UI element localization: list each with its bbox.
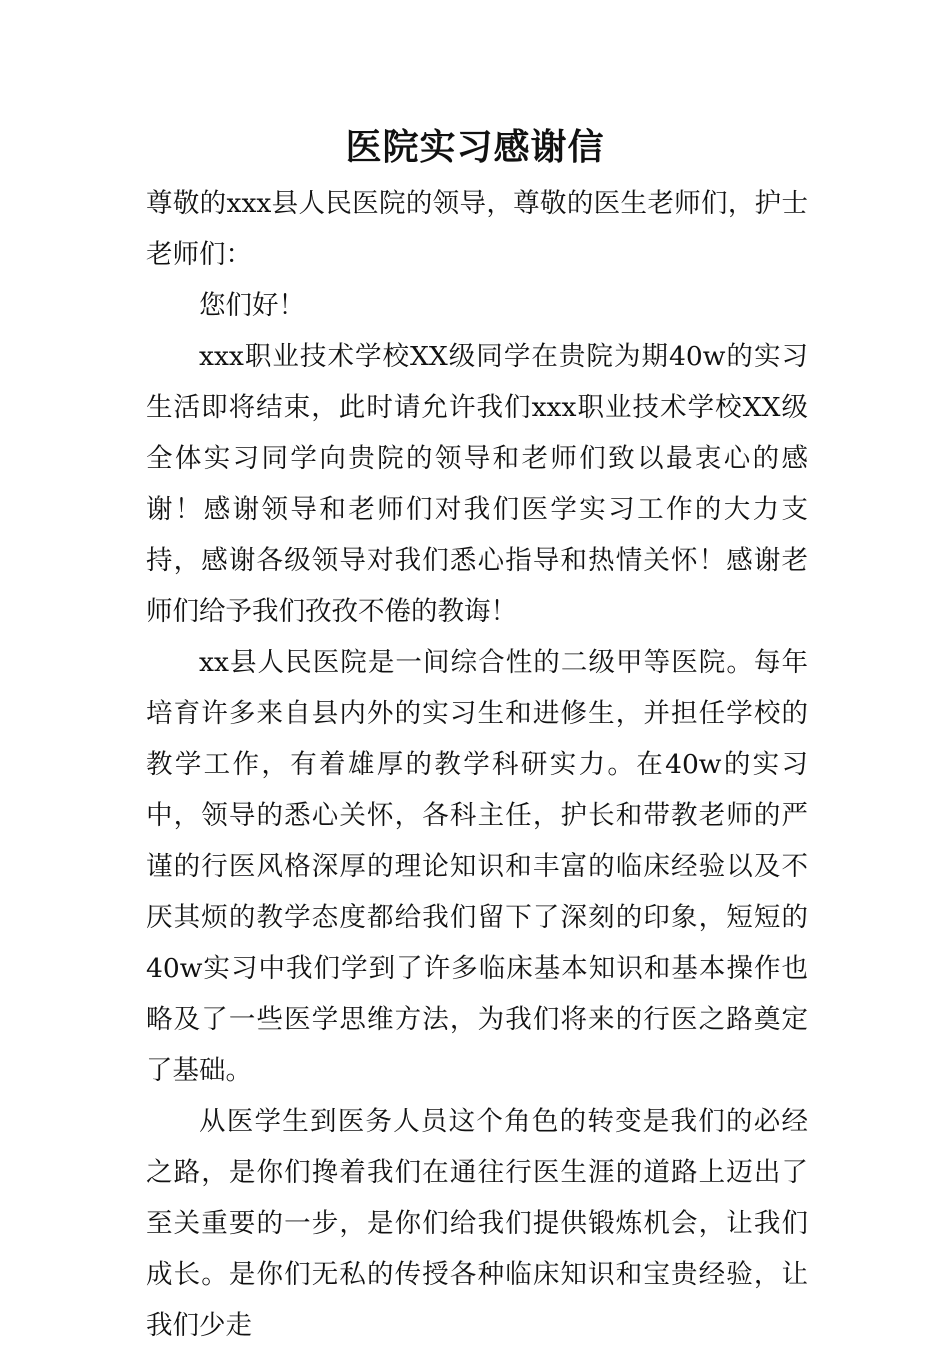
letter-body — [146, 178, 808, 1351]
body-paragraph-2: xx县人民医院是一间综合性的二级甲等医院。每年培育许多来自县内外的实习生和进修生，并担任学校的教学工作，有着雄厚的教学科研实力。在40w的实习中，领导的悉心关怀，各科主任，护长和带教老师的严谨的行医风格深厚的理论知识和丰富的临床经验以及不厌其烦的教学态度都给我们留下了深刻的印象，短短的40w实习中我们学到了许多临床基本知识和基本操作也略及了一些医学思维方法，为我们将来的行医之路奠定了基础。 — [146, 647, 808, 1086]
body-paragraph-3: 从医学生到医务人员这个角色的转变是我们的必经之路，是你们搀着我们在通往行医生涯的道路上迈出了至关重要的一步，是你们给我们提供锻炼机会，让我们成长。是你们无私的传授各种临床知识和宝贵经验，让我们少走 — [146, 1106, 808, 1341]
body-paragraph-1: xxx职业技术学校XX级同学在贵院为期40w的实习生活即将结束，此时请允许我们xxx职业技术学校XX级全体实习同学向贵院的领导和老师们致以最衷心的感谢！感谢领导和老师们对我们医学实习工作的大力支持，感谢各级领导对我们悉心指导和热情关怀！感谢老师们给予我们孜孜不倦的教诲！ — [146, 341, 808, 627]
greeting-paragraph: 您们好！ — [199, 290, 305, 321]
document-title: 医院实习感谢信 — [345, 127, 605, 168]
salutation-paragraph: 尊敬的xxx县人民医院的领导，尊敬的医生老师们，护士老师们： — [146, 188, 808, 270]
